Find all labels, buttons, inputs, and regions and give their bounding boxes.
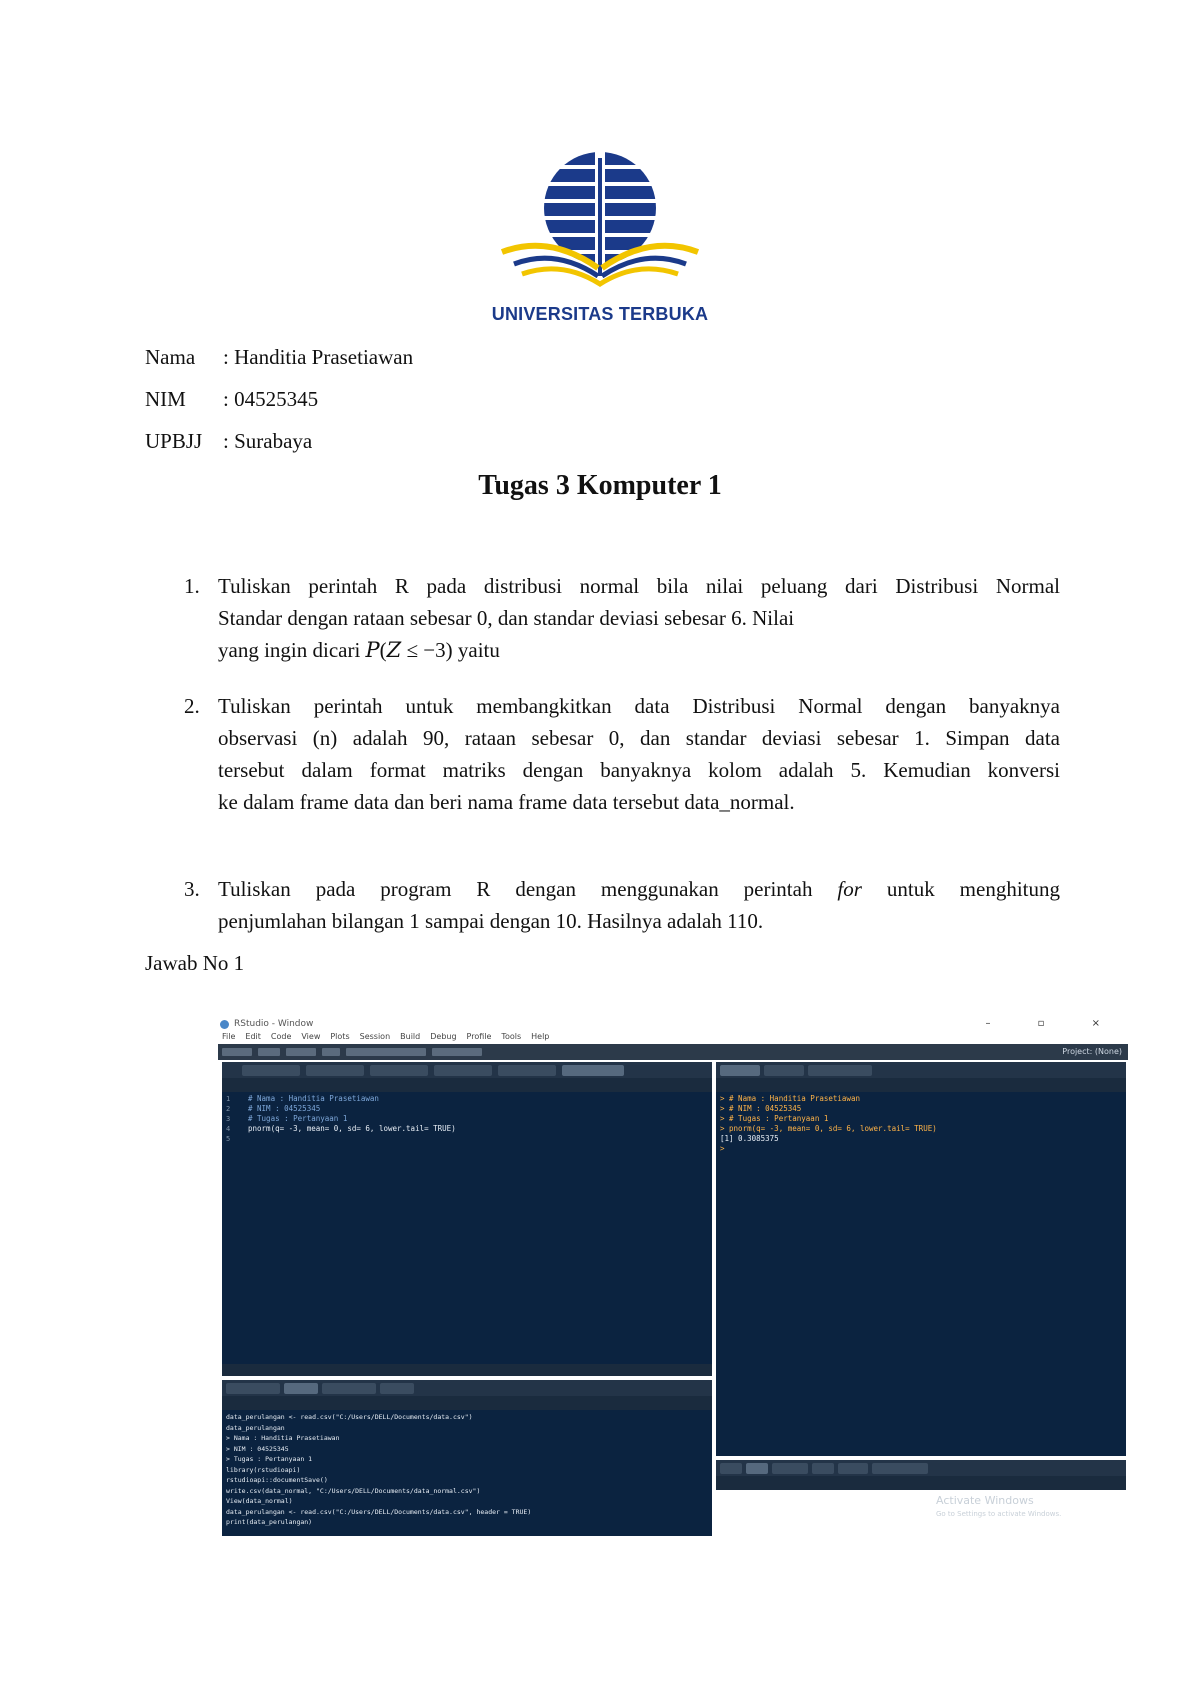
addins-button[interactable] [432,1048,482,1056]
tab-help[interactable] [812,1463,834,1474]
console-line: > # Tugas : Pertanyaan 1 [720,1114,829,1123]
source-statusbar [222,1364,712,1376]
question-line: penjumlahan bilangan 1 sampai dengan 10. Hasilnya adalah 110. [218,909,764,933]
rstudio-screenshot [218,1018,1128,1538]
source-tab-active[interactable] [562,1065,624,1076]
tab-packages[interactable] [772,1463,808,1474]
source-pane [222,1062,712,1376]
tab-files[interactable] [720,1463,742,1474]
tab-viewer[interactable] [838,1463,868,1474]
logo-text: UNIVERSITAS TERBUKA [491,304,709,324]
identity-name [145,345,413,369]
history-item[interactable]: print(data_perulangan) [226,1518,313,1526]
console-line: > # Nama : Handitia Prasetiawan [720,1094,860,1103]
tab-connections[interactable] [322,1383,376,1394]
menu-edit[interactable]: Edit [245,1032,261,1041]
history-item[interactable]: > Tugas : Pertanyaan 1 [226,1455,313,1463]
editor-line: # NIM : 04525345 [248,1104,321,1113]
history-item[interactable]: > Nama : Handitia Prasetiawan [226,1434,340,1442]
console-toolbar [716,1078,1126,1092]
console-line: > # NIM : 04525345 [720,1104,802,1113]
history-tabs [222,1380,712,1396]
history-item[interactable]: data_perulangan [226,1423,285,1432]
editor-code[interactable] [248,1094,456,1134]
question-line: Standar dengan rataan sebesar 0, dan standar deviasi sebesar 6. Nilai [218,606,795,630]
menu-profile[interactable]: Profile [466,1032,492,1041]
source-toolbar [222,1078,712,1092]
source-tab[interactable] [498,1065,556,1076]
page-title: Tugas 3 Komputer 1 [478,470,722,501]
console-pane [716,1062,1126,1456]
window-controls: – ▫ × [985,1018,1122,1029]
menu-debug[interactable]: Debug [430,1032,457,1041]
menu-plots[interactable]: Plots [330,1032,350,1041]
history-item[interactable]: data_perulangan <- read.csv("C:/Users/DELL/Documents/data.csv", header = TRUE) [226,1507,532,1516]
console-tabs [716,1062,1126,1078]
identity-label: UPBJJ [145,429,203,453]
menu-tools[interactable]: Tools [501,1032,522,1041]
question-line: yang ingin dicari 𝑃(𝑍 ≤ −3) yaitu [218,638,500,662]
save-button[interactable] [286,1048,316,1056]
question-number: 1. [184,574,200,598]
source-tab[interactable] [306,1065,364,1076]
editor-line: pnorm(q= -3, mean= 0, sd= 6, lower.tail= TRUE) [248,1124,456,1133]
console-line: > pnorm(q= -3, mean= 0, sd= 6, lower.tail= TRUE) [720,1124,937,1133]
history-item[interactable]: data_perulangan <- read.csv("C:/Users/DELL/Documents/data.csv") [226,1413,473,1421]
answer-label: Jawab No 1 [145,951,245,975]
menu-help[interactable]: Help [531,1032,550,1041]
line-numbers: 1 2 3 4 5 [226,1095,231,1143]
question-number: 2. [184,694,200,718]
editor-line: # Nama : Handitia Prasetiawan [248,1094,379,1103]
rstudio-icon [220,1020,229,1029]
menu-file[interactable]: File [222,1032,236,1041]
goto-file-input[interactable] [346,1048,426,1056]
files-toolbar [716,1476,1126,1490]
main-toolbar [218,1044,1128,1060]
source-tabs [222,1062,712,1078]
source-tab[interactable] [434,1065,492,1076]
identity-upbjj [145,429,312,453]
source-tab[interactable] [242,1065,300,1076]
question-line: Tuliskan perintah R pada distribusi normal bila nilai peluang dari Distribusi Normal [218,574,1060,598]
activation-watermark: Activate Windows [936,1494,1034,1507]
window-titlebar [218,1018,1128,1032]
identity-label: NIM [145,387,186,411]
tab-history[interactable] [284,1383,318,1394]
question-text: Tuliskan pada program R dengan menggunakan perintah [218,877,813,901]
question-line: ke dalam frame data dan beri nama frame data tersebut data_normal. [218,790,795,814]
menu-bar [218,1032,1128,1044]
question-line: Tuliskan perintah untuk membangkitkan data Distribusi Normal dengan banyaknya [218,694,1060,718]
open-button[interactable] [258,1048,280,1056]
history-pane [222,1380,712,1536]
print-button[interactable] [322,1048,340,1056]
logo-emblem-icon [480,148,720,298]
menu-build[interactable]: Build [400,1032,421,1041]
console-prompt: > [720,1144,725,1153]
menu-view[interactable]: View [301,1032,321,1041]
files-tabs [716,1460,1126,1476]
tab-presentation[interactable] [872,1463,928,1474]
tab-console[interactable] [720,1065,760,1076]
project-selector[interactable]: Project: (None) [1062,1047,1122,1056]
console-result: [1] 0.3085375 [720,1134,779,1143]
editor-line: # Tugas : Pertanyaan 1 [248,1114,348,1123]
tab-terminal[interactable] [764,1065,804,1076]
source-tab[interactable] [370,1065,428,1076]
tab-background-jobs[interactable] [808,1065,872,1076]
history-item[interactable]: rstudioapi::documentSave() [226,1476,328,1484]
history-item[interactable]: write.csv(data_normal, "C:/Users/DELL/Documents/data_normal.csv") [226,1486,481,1495]
menu-code[interactable]: Code [270,1032,292,1041]
identity-nim [145,387,318,411]
files-pane [716,1460,1126,1536]
tab-environment[interactable] [226,1383,280,1394]
question-italic: for [837,877,862,901]
history-item[interactable]: > NIM : 04525345 [226,1444,289,1453]
tab-plots[interactable] [746,1463,768,1474]
console-output[interactable] [720,1094,937,1154]
history-item[interactable]: library(rstudioapi) [226,1465,301,1474]
identity-value: : 04525345 [223,387,319,411]
tab-tutorial[interactable] [380,1383,414,1394]
history-item[interactable]: View(data_normal) [226,1497,293,1505]
identity-value: : Surabaya [223,429,313,453]
history-list[interactable] [226,1412,531,1528]
question-line: tersebut dalam format matriks dengan banyaknya kolom adalah 5. Kemudian konversi [218,758,1060,782]
new-file-button[interactable] [222,1048,252,1056]
menu-session[interactable]: Session [359,1032,391,1041]
history-toolbar [222,1396,712,1410]
question-line: observasi (n) adalah 90, rataan sebesar 0, dan standar deviasi sebesar 1. Simpan data [218,726,1060,750]
question-number: 3. [184,877,200,901]
window-title: RStudio - Window [234,1019,314,1029]
activation-watermark-sub: Go to Settings to activate Windows. [936,1510,1062,1518]
university-logo [480,148,720,328]
identity-label: Nama [145,345,196,369]
identity-value: : Handitia Prasetiawan [223,345,414,369]
question-text: untuk menghitung [886,877,1060,901]
question-line [218,873,1060,905]
